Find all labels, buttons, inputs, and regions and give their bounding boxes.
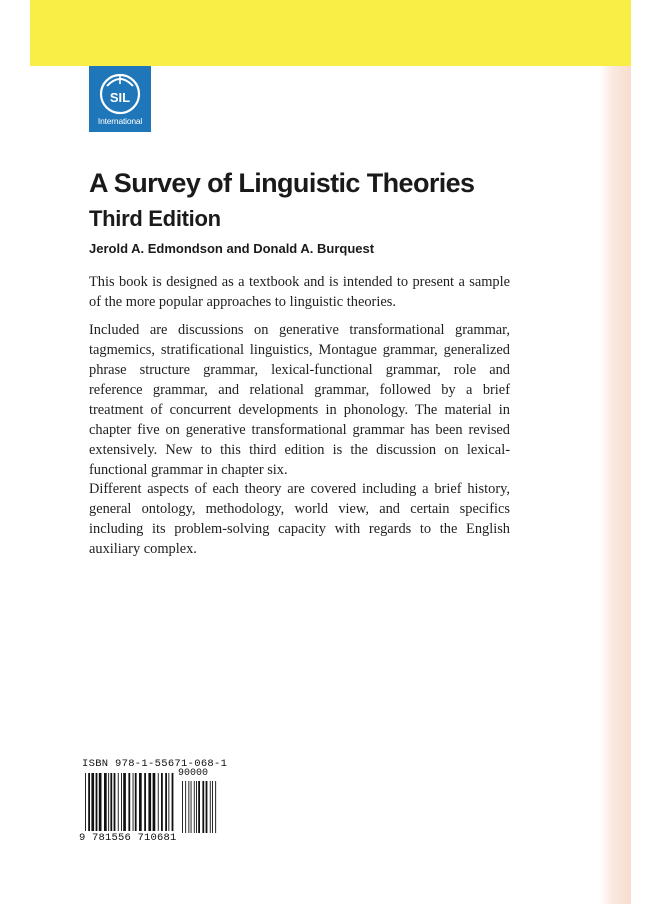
barcode-bar — [85, 773, 86, 831]
barcode-bar — [118, 773, 119, 831]
logo-label: International — [97, 116, 143, 126]
price-addon-number: 90000 — [178, 768, 209, 779]
book-edition: Third Edition — [89, 206, 221, 231]
barcode-bar — [158, 773, 159, 831]
description-paragraph: Different aspects of each theory are covered including a brief history, general ontology, methodology, world view, and certain specifics including its problem-solving capacity with regards to the English auxiliary complex. — [89, 481, 510, 557]
barcode-bar — [88, 773, 90, 831]
barcode-bar — [206, 781, 208, 833]
barcode-bar — [196, 781, 197, 833]
barcode-bar — [153, 773, 156, 831]
top-yellow-band — [30, 0, 631, 66]
barcode-bar — [185, 781, 186, 833]
barcode-bar — [191, 781, 192, 833]
sil-logo — [89, 66, 151, 132]
description-paragraph: This book is designed as a textbook and is intended to present a sample of the more popular approaches to linguistic theories. — [89, 274, 510, 310]
book-title: A Survey of Linguistic Theories — [89, 168, 475, 198]
barcode-bar — [148, 773, 151, 831]
spine-shadow — [600, 0, 631, 904]
barcode-bar — [212, 781, 213, 833]
barcode-bar — [165, 773, 167, 831]
barcode-bar — [104, 773, 107, 831]
barcode-bar — [215, 781, 216, 833]
isbn-label: ISBN 978-1-55671-068-1 — [82, 758, 228, 770]
barcode-bar — [198, 781, 200, 833]
barcode-bar — [172, 773, 174, 831]
barcode-bar — [108, 773, 109, 831]
barcode-bar — [128, 773, 130, 831]
barcode-bar — [194, 781, 195, 833]
barcode-bar — [110, 773, 112, 831]
barcode-bar — [91, 773, 94, 831]
barcode-bar — [168, 773, 169, 831]
description-paragraph: Included are discussions on generative transformational grammar, tagmemics, stratificational linguistics, Montague grammar, generalized phrase structure grammar, lexical-functional grammar, role and reference grammar, and relational grammar, followed by a brief treatment of concurrent developments in phonology. The material in chapter five on generative transformational grammar has been revised extensively. New to this third edition is the discussion on lexical-functional grammar in chapter six. — [89, 322, 510, 478]
barcode-bar — [135, 773, 137, 831]
barcode-bar — [139, 773, 142, 831]
barcode-bar — [121, 773, 122, 831]
barcode-bar — [182, 781, 183, 833]
sil-mark-text: SIL — [109, 90, 131, 105]
barcode-bar — [161, 773, 163, 831]
barcode-bar — [123, 773, 126, 831]
ean-number: 9 781556 710681 — [79, 832, 177, 844]
book-authors: Jerold A. Edmondson and Donald A. Burquest — [89, 241, 375, 256]
barcode-bar — [188, 781, 189, 833]
barcode-bar — [133, 773, 134, 831]
barcode-bar — [144, 773, 146, 831]
barcode-bar — [96, 773, 98, 831]
barcode-bar — [210, 781, 211, 833]
barcode-bar — [99, 773, 102, 831]
barcode-bar — [202, 781, 204, 833]
barcode-bar — [114, 773, 116, 831]
